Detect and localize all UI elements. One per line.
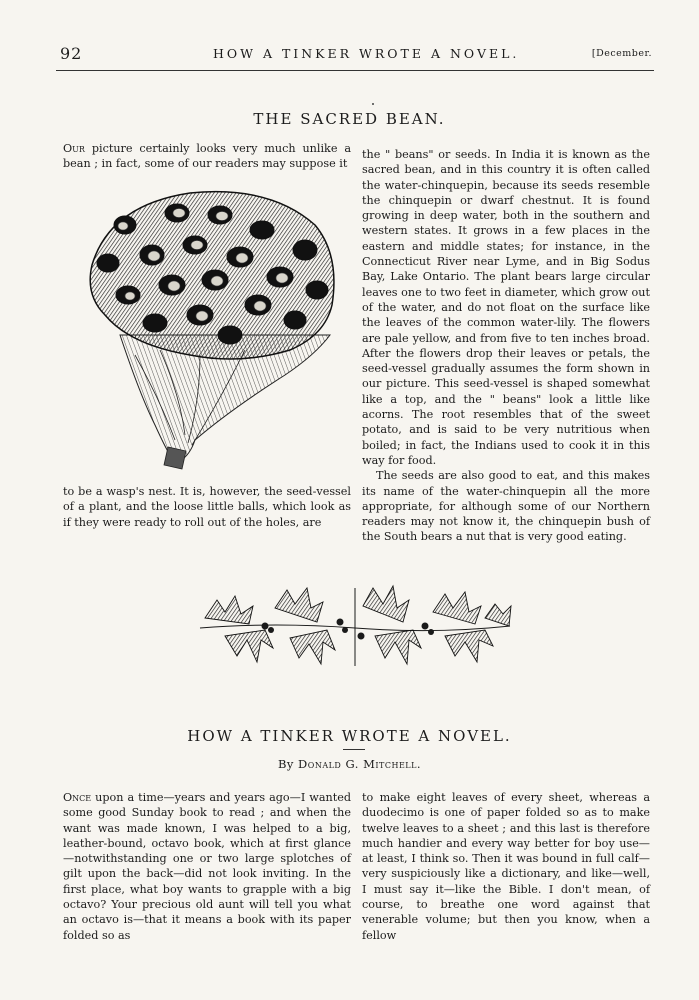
running-title: HOW A TINKER WROTE A NOVEL.: [213, 46, 520, 61]
article1-col1-bottom-text: to be a wasp's nest. It is, however, the seed-vessel of a plant, and the loose little balls, which look as if they were ready to roll out of the holes, are: [63, 485, 351, 529]
article1-col2-paragraph1: the " beans" or seeds. In India it is known as the sacred bean, and in this country it is often called the water-chinquepin, because its seeds resemble the chinquepin or dwarf chestnut. It is found growing in deep water, both in the southern and western states. It grows in a few places in the eastern and middle states; for instance, in the Connecticut River near Lyme, and in Big Sodus Bay, Lake Ontario. The plant bears large circular leaves one to two feet in diameter, which grow out of the water, and do not float on the surface like the leaves of the common water-lily. The flowers are pale yellow, and from five to ten inches broad. After the flowers drop their leaves or petals, the seed-vessel gradually assumes the form shown in our picture. This seed-vessel is shaped somewhat like a top, and the " beans" look a little like acorns. The root resembles that of the sweet potato, and is said to be very nutritious when boiled; in fact, the Indians used to cook it in this way for food.: [362, 148, 650, 467]
floral-ornament: [195, 578, 515, 670]
article-title-sacred-bean: THE SACRED BEAN.: [253, 110, 446, 128]
page-number: 92: [60, 44, 83, 63]
lead-word: Our: [63, 142, 85, 155]
lead-word-once: Once: [63, 791, 92, 804]
issue-month: [December.: [591, 48, 652, 59]
byline: [0, 757, 699, 771]
article1-column2: [362, 147, 650, 545]
article2-col2-text: to make eight leaves of every sheet, whereas a duodecimo is one of paper folded so as to make twelve leaves to a sheet ; and this last is therefore much handier and every way better for boy use—at least, I think so. Then it was bound in full calf—very suspiciously like a dictionary, and like—well, I must say it—like the Bible. I don't mean, of course, to breathe one word against that venerable volume; but then you know, when a fellow: [362, 791, 650, 942]
author-name: Donald G. Mitchell.: [298, 757, 422, 771]
article1-col2-paragraph2: The seeds are also good to eat, and this makes its name of the water-chinquepin all the more appropriate, for although some of our Northern readers may not know it, the chinquepin bush of the South bears a nut that is very good eating.: [362, 469, 650, 544]
title-rule: [343, 749, 365, 750]
lotus-seed-pod-illustration: [80, 185, 342, 471]
article1-column1-top: [63, 141, 351, 172]
page-header: [60, 44, 652, 68]
article2-col1-text: upon a time—years and years ago—I wanted some good Sunday book to read ; and when the want was made known, I was helped to a big, leather-bound, octavo book, which at first glance—notwithstanding one or two large splotches of gilt upon the back—did not look inviting. In the first place, what boy wants to grapple with a big octavo? Your precious old aunt will tell you what an octavo is—that it means a book with its paper folded so as: [63, 791, 351, 942]
ink-dot: [372, 103, 374, 105]
article1-column1-bottom: [63, 484, 351, 530]
article2-column2: [362, 790, 650, 943]
article1-col1-top-text: picture certainly looks very much unlike a bean ; in fact, some of our readers may suppose it: [63, 142, 351, 171]
byline-prefix: By: [277, 757, 294, 771]
header-rule: [56, 70, 654, 71]
article-title-tinker: HOW A TINKER WROTE A NOVEL.: [187, 727, 512, 745]
article2-column1: [63, 790, 351, 943]
